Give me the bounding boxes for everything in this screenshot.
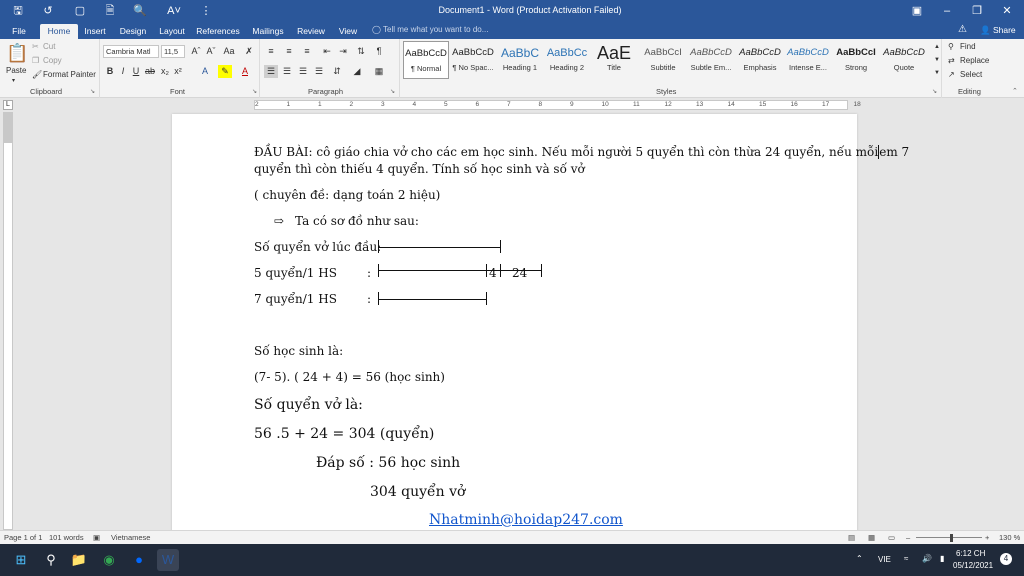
increase-indent-icon[interactable]: ⇥ xyxy=(339,46,347,56)
style-preview: AaBbCcD xyxy=(739,47,781,58)
tab-insert[interactable]: Insert xyxy=(84,26,106,36)
ruler-number: 2 xyxy=(349,101,354,108)
highlight-icon[interactable]: ✎ xyxy=(218,65,232,78)
select-button[interactable]: Select xyxy=(960,70,983,79)
diagram-tick xyxy=(486,292,487,305)
shading-icon[interactable]: ◢ xyxy=(353,66,361,76)
notification-badge[interactable]: 4 xyxy=(1000,553,1012,565)
web-layout-icon[interactable]: ▭ xyxy=(888,533,896,542)
cut-icon: ✂ xyxy=(32,42,39,51)
style-name: Heading 2 xyxy=(549,63,585,72)
diagram-segment-4: 4 xyxy=(489,266,497,280)
problem-line-1-end: em 7 xyxy=(879,145,910,159)
style-preview: AaBbCcD xyxy=(405,48,447,59)
style-name: Subtle Em... xyxy=(690,63,732,72)
answer-notebooks: 304 quyển vở xyxy=(370,484,466,500)
collapse-ribbon-icon[interactable]: ⌃ xyxy=(1012,88,1018,95)
tab-review[interactable]: Review xyxy=(297,26,325,36)
diagram-tick xyxy=(541,264,542,277)
clipboard-group xyxy=(0,39,100,98)
style-subtle-emphasis[interactable] xyxy=(688,41,734,79)
redo-icon[interactable]: ▢ xyxy=(74,5,86,17)
styles-launcher-icon[interactable]: ↘ xyxy=(932,89,938,95)
email-link[interactable]: Nhatminh@hoidap247.com xyxy=(429,512,623,528)
diagram-line-7 xyxy=(378,299,487,300)
word-count[interactable]: 101 words xyxy=(49,533,84,542)
styles-scroll-down-icon[interactable]: ▼ xyxy=(934,57,940,63)
select-icon: ↗ xyxy=(948,70,955,79)
replace-icon: ⇄ xyxy=(948,56,955,65)
paste-dropdown-icon[interactable]: ▾ xyxy=(12,78,16,84)
clipboard-label: Clipboard xyxy=(30,87,63,96)
diagram-colon: : xyxy=(367,292,372,306)
ruler-number: 6 xyxy=(475,101,480,108)
ruler-number: 7 xyxy=(507,101,511,108)
tell-me-box[interactable] xyxy=(372,25,488,34)
diagram-intro: Ta có sơ đồ như sau: xyxy=(295,214,419,228)
print-preview-icon[interactable]: 🔍 xyxy=(133,5,147,17)
tab-selector-icon[interactable]: L xyxy=(3,100,13,110)
justify-icon[interactable]: ☰ xyxy=(314,66,324,76)
style-preview: AaBbCcD xyxy=(883,47,925,58)
ruler-number: 9 xyxy=(570,101,574,108)
style-preview: AaBbCc xyxy=(546,47,588,59)
text-effects-icon[interactable]: A xyxy=(201,66,208,76)
ruler-number: 12 xyxy=(664,101,672,108)
style-preview: AaBbCcD xyxy=(452,47,494,58)
ruler-number: 13 xyxy=(696,101,704,108)
share-label: Share xyxy=(992,25,1016,35)
ruler-number: 1 xyxy=(318,101,322,108)
students-heading: Số học sinh là: xyxy=(254,344,344,358)
format-icon[interactable]: A˅ xyxy=(167,5,181,17)
title-bar xyxy=(0,0,1024,22)
diagram-line-initial xyxy=(378,247,501,248)
font-name-combo[interactable]: Cambria Matl xyxy=(103,45,159,58)
style-name: Emphasis xyxy=(743,63,777,72)
restore-icon[interactable]: ❐ xyxy=(972,5,982,17)
problem-line-1-text: ĐẦU BÀI: cô giáo chia vở cho các em học sinh. Nếu mỗi người 5 quyển thì còn thừa 24 quyển, nếu mỗ xyxy=(254,145,875,159)
style-preview: AaBbCcD xyxy=(787,47,829,58)
multilevel-list-icon[interactable]: ≡ xyxy=(304,46,310,56)
cut-button[interactable]: Cut xyxy=(43,42,56,51)
ruler-number: 18 xyxy=(853,101,861,108)
show-marks-icon[interactable]: ¶ xyxy=(376,46,382,56)
find-button[interactable]: Find xyxy=(960,42,976,51)
style-preview: AaBbCcI xyxy=(836,47,876,58)
styles-label: Styles xyxy=(656,87,677,96)
align-center-icon[interactable]: ☰ xyxy=(282,66,292,76)
horizontal-ruler[interactable] xyxy=(0,98,1024,112)
clock-time[interactable]: 6:12 CH xyxy=(956,549,986,558)
style-emphasis[interactable] xyxy=(737,41,783,79)
ruler-number: 4 xyxy=(412,101,417,108)
windows-start-icon[interactable]: ⊞ xyxy=(15,552,27,567)
copy-icon: ❐ xyxy=(32,56,40,65)
line-spacing-icon[interactable]: ⇵ xyxy=(333,66,341,76)
person-icon: 👤 xyxy=(980,25,991,35)
students-calculation: (7- 5). ( 24 + 4) = 56 (học sinh) xyxy=(254,370,445,384)
ruler-number: 15 xyxy=(759,101,767,108)
style-title[interactable] xyxy=(591,41,637,79)
paste-button[interactable]: Paste xyxy=(6,66,27,75)
style-name: Intense E... xyxy=(789,63,827,72)
notebooks-calculation: 56 .5 + 24 = 304 (quyển) xyxy=(254,426,435,442)
styles-group xyxy=(400,39,942,98)
diagram-tick xyxy=(500,240,501,253)
word-taskbar-icon[interactable]: W xyxy=(157,549,179,571)
font-size-combo[interactable]: 11,5 xyxy=(161,45,185,58)
zoom-out-icon[interactable]: – xyxy=(906,533,911,542)
style-name: Heading 1 xyxy=(502,63,538,72)
ribbon xyxy=(0,39,1024,98)
align-right-icon[interactable]: ☰ xyxy=(298,66,308,76)
ribbon-display-icon[interactable]: ▣ xyxy=(911,5,923,17)
format-painter-button[interactable]: Format Painter xyxy=(43,70,96,79)
vertical-ruler xyxy=(3,112,13,530)
replace-button[interactable]: Replace xyxy=(960,56,990,65)
ruler-number: 11 xyxy=(633,101,640,108)
format-painter-icon: 🖌 xyxy=(32,70,43,79)
print-layout-icon[interactable]: ▦ xyxy=(868,533,876,542)
lightbulb-icon: ◯ xyxy=(372,25,381,34)
zoom-level[interactable]: 130 % xyxy=(999,533,1021,542)
subscript-icon[interactable]: x₂ xyxy=(161,66,169,76)
diagram-colon: : xyxy=(367,266,372,280)
proofing-icon[interactable]: ▣ xyxy=(93,533,101,542)
share-button[interactable] xyxy=(980,25,1016,36)
diagram-tick xyxy=(500,264,501,277)
style-normal[interactable] xyxy=(403,41,449,79)
ribbon-tabs xyxy=(0,22,1024,39)
answer-students: Đáp số : 56 học sinh xyxy=(316,455,461,471)
wifi-icon[interactable]: ≈ xyxy=(904,554,909,563)
tell-me-text: Tell me what you want to do... xyxy=(383,25,489,34)
chrome-icon[interactable]: ◉ xyxy=(103,552,115,567)
style-no-spacing[interactable] xyxy=(450,41,496,79)
notebooks-heading: Số quyển vở là: xyxy=(254,397,363,413)
style-strong[interactable] xyxy=(833,41,879,79)
decrease-indent-icon[interactable]: ⇤ xyxy=(323,46,331,56)
shrink-font-icon[interactable]: Aˇ xyxy=(206,46,216,56)
sort-icon[interactable]: ⇅ xyxy=(357,46,365,56)
customize-icon[interactable]: ⋮ xyxy=(200,5,212,17)
style-intense-emphasis[interactable] xyxy=(785,41,831,79)
diagram-segment-24: 24 xyxy=(512,266,528,280)
paragraph-label: Paragraph xyxy=(308,87,344,96)
clipboard-launcher-icon[interactable]: ↘ xyxy=(90,89,96,95)
align-left-icon[interactable]: ☰ xyxy=(264,65,278,78)
document-page[interactable] xyxy=(172,114,910,534)
language-status[interactable]: Vietnamese xyxy=(111,533,151,542)
style-name: ¶ Normal xyxy=(410,64,442,73)
copy-button[interactable]: Copy xyxy=(43,56,62,65)
editing-label: Editing xyxy=(958,87,981,96)
battery-icon[interactable]: ▮ xyxy=(940,554,945,563)
style-name: Quote xyxy=(893,63,915,72)
paste-icon[interactable]: 📋 xyxy=(6,43,29,63)
search-icon[interactable]: ⚲ xyxy=(46,552,56,567)
style-preview: AaBbCcI xyxy=(644,47,682,58)
ruler-number: 14 xyxy=(727,101,735,108)
font-color-icon[interactable]: A xyxy=(241,66,248,76)
tab-design[interactable]: Design xyxy=(119,26,147,36)
ruler-number: 17 xyxy=(822,101,830,108)
strikethrough-icon[interactable]: ab xyxy=(144,66,155,76)
tab-references[interactable]: References xyxy=(196,26,240,36)
close-icon[interactable]: ✕ xyxy=(1002,5,1012,17)
problem-line-1 xyxy=(254,144,909,160)
editing-group xyxy=(942,39,1024,98)
status-bar xyxy=(0,530,1024,544)
input-language[interactable]: VIE xyxy=(878,555,891,564)
grow-font-icon[interactable]: Aˆ xyxy=(191,46,201,56)
warning-icon[interactable]: ⚠ xyxy=(958,24,967,35)
taskbar xyxy=(0,544,1024,576)
save-icon[interactable]: 🖫 xyxy=(13,5,23,17)
style-preview: AaBbCcD xyxy=(690,47,732,58)
style-quote[interactable] xyxy=(881,41,927,79)
diagram-row-7-label: 7 quyển/1 HS xyxy=(254,292,337,306)
borders-icon[interactable]: ▦ xyxy=(374,66,384,76)
minimize-icon[interactable]: – xyxy=(943,5,951,17)
bold-icon[interactable]: B xyxy=(106,66,114,76)
tab-layout[interactable]: Layout xyxy=(159,26,185,36)
tray-chevron-icon[interactable]: ⌃ xyxy=(856,554,863,563)
numbering-icon[interactable]: ≡ xyxy=(286,46,292,56)
file-explorer-icon[interactable]: 📁 xyxy=(70,552,88,567)
ruler-number: 1 xyxy=(286,101,291,108)
ruler-number: 16 xyxy=(790,101,798,108)
page-count[interactable]: Page 1 of 1 xyxy=(4,533,43,542)
window-title: Document1 - Word (Product Activation Failed) xyxy=(438,5,622,15)
ruler-number: 8 xyxy=(538,101,543,108)
vertical-ruler-margin xyxy=(4,113,12,143)
volume-icon[interactable]: 🔊 xyxy=(922,554,932,563)
zoom-in-icon[interactable]: + xyxy=(985,533,990,542)
ruler-number: 5 xyxy=(444,101,448,108)
topic-line: ( chuyên đề: dạng toán 2 hiệu) xyxy=(254,188,441,202)
problem-line-2: quyển thì còn thiếu 4 quyển. Tính số học sinh và số vở xyxy=(254,162,585,176)
font-launcher-icon[interactable]: ↘ xyxy=(252,89,258,95)
ruler-number: 3 xyxy=(381,101,385,108)
style-name: Strong xyxy=(844,63,868,72)
tab-mailings[interactable]: Mailings xyxy=(252,26,284,36)
tab-file[interactable]: File xyxy=(12,26,26,36)
tab-home[interactable]: Home xyxy=(40,24,78,39)
paragraph-group xyxy=(260,39,400,98)
style-name: ¶ No Spac... xyxy=(452,63,494,72)
italic-icon[interactable]: I xyxy=(121,66,125,76)
style-name: Subtitle xyxy=(650,63,676,72)
font-group xyxy=(100,39,260,98)
undo-icon[interactable]: ↺ xyxy=(43,5,53,17)
text-cursor: i xyxy=(874,145,879,159)
ruler-number: 10 xyxy=(601,101,609,108)
change-case-icon[interactable]: Aa xyxy=(223,46,235,56)
clear-formatting-icon[interactable]: ✗ xyxy=(245,46,253,56)
style-heading-1[interactable] xyxy=(497,41,543,79)
styles-scroll-up-icon[interactable]: ▲ xyxy=(934,44,940,50)
paragraph-launcher-icon[interactable]: ↘ xyxy=(390,89,396,95)
ruler-number: 2 xyxy=(255,101,259,108)
font-label: Font xyxy=(170,87,186,96)
style-name: Title xyxy=(607,63,621,72)
diagram-row-initial-label: Số quyển vở lúc đầu: xyxy=(254,240,382,254)
style-subtitle[interactable] xyxy=(640,41,686,79)
arrow-bullet-icon: ⇨ xyxy=(274,214,285,228)
diagram-row-5-label: 5 quyển/1 HS xyxy=(254,266,337,280)
read-mode-icon[interactable]: ▤ xyxy=(848,533,856,542)
style-preview: AaBbC xyxy=(500,46,540,60)
ruler-bar xyxy=(254,100,861,110)
clock-date[interactable]: 05/12/2021 xyxy=(953,561,994,570)
superscript-icon[interactable]: x² xyxy=(174,66,182,76)
bullets-icon[interactable]: ≡ xyxy=(268,46,274,56)
style-preview: AaE xyxy=(596,43,632,63)
zoom-slider-thumb[interactable] xyxy=(950,534,953,542)
diagram-tick xyxy=(486,264,487,277)
underline-icon[interactable]: U xyxy=(132,66,140,76)
find-icon: ⚲ xyxy=(948,42,954,51)
style-heading-2[interactable] xyxy=(544,41,590,79)
tab-view[interactable]: View xyxy=(338,26,358,36)
zalo-icon[interactable]: ● xyxy=(135,552,143,567)
new-document-icon[interactable]: 🗎 xyxy=(105,5,115,17)
styles-more-icon[interactable]: ▼ xyxy=(934,70,940,76)
zoom-slider[interactable] xyxy=(916,537,982,538)
